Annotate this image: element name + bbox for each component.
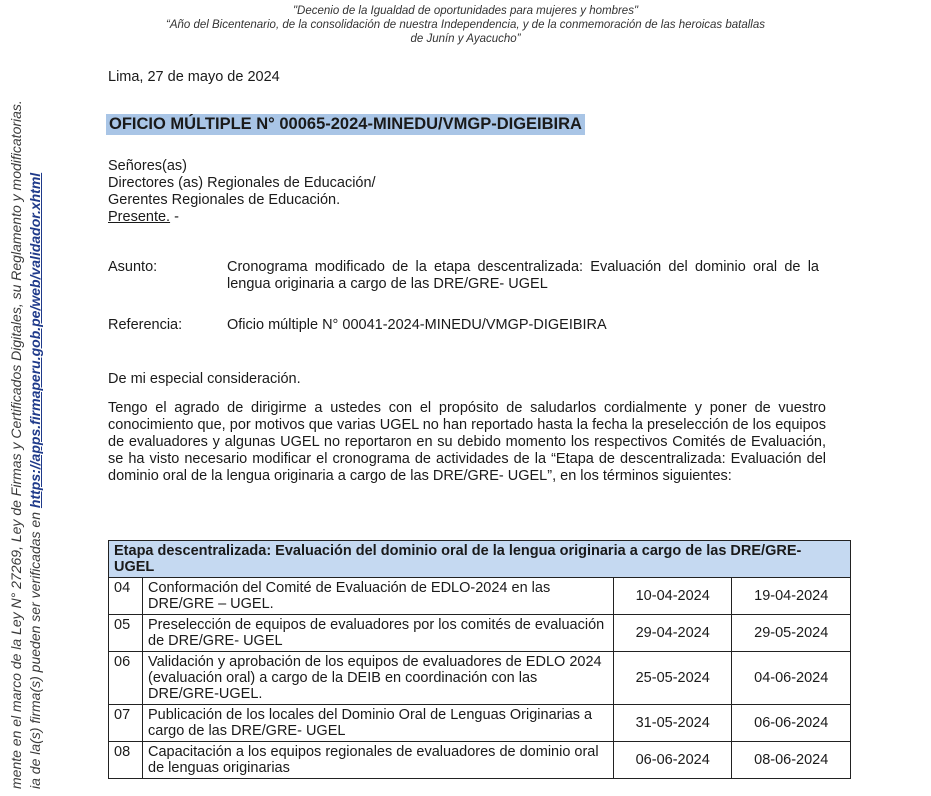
row-start-date: 29-04-2024 [613, 615, 732, 652]
signature-note-line-2 [26, 9, 45, 789]
greeting: De mi especial consideración. [108, 371, 301, 387]
row-end-date: 19-04-2024 [732, 578, 851, 615]
addressee-line-1: Señores(as) [108, 158, 187, 174]
row-number: 06 [109, 652, 143, 705]
asunto-text: Cronograma modificado de la etapa descentralizada: Evaluación del dominio oral de la lengua originaria a cargo de las DRE/GRE- UGEL [227, 259, 819, 292]
table-row [109, 742, 851, 779]
row-number: 08 [109, 742, 143, 779]
addressee-block [108, 158, 376, 226]
row-activity: Preselección de equipos de evaluadores por los comités de evaluación de DRE/GRE- UGEL [143, 615, 614, 652]
schedule-table [108, 540, 851, 779]
table-row [109, 578, 851, 615]
presente-dash: - [170, 209, 179, 225]
asunto-label: Asunto: [108, 259, 158, 275]
signature-validation-note [7, 9, 49, 789]
referencia-label: Referencia: [108, 317, 183, 333]
row-start-date: 06-06-2024 [613, 742, 732, 779]
row-activity: Conformación del Comité de Evaluación de EDLO-2024 en las DRE/GRE – UGEL. [143, 578, 614, 615]
presente-label: Presente. [108, 209, 171, 225]
validator-link[interactable]: https://apps.firmaperu.gob.pe/web/validador.xhtml [27, 172, 43, 509]
row-number: 07 [109, 705, 143, 742]
oficio-title: OFICIO MÚLTIPLE N° 00065-2024-MINEDU/VMGP-DIGEIBIRA [106, 114, 585, 135]
row-number: 05 [109, 615, 143, 652]
table-row [109, 615, 851, 652]
schedule-table-header [109, 541, 851, 578]
row-number: 04 [109, 578, 143, 615]
letter-header-mottos [0, 4, 931, 46]
row-end-date: 06-06-2024 [732, 705, 851, 742]
table-row [109, 705, 851, 742]
letter-date: Lima, 27 de mayo de 2024 [108, 69, 280, 85]
row-activity: Validación y aprobación de los equipos de evaluadores de EDLO 2024 (evaluación oral) a cargo de la DEIB en coordinación con las DRE/GRE-UGEL. [143, 652, 614, 705]
signature-note-prefix: ia de la(s) firma(s) pueden ser verificadas en [27, 508, 43, 789]
schedule-header-cell: Etapa descentralizada: Evaluación del dominio oral de la lengua originaria a cargo de las DRE/GRE- UGEL [109, 541, 851, 578]
row-activity: Capacitación a los equipos regionales de evaluadores de dominio oral de lenguas originarias [143, 742, 614, 779]
signature-note-line-1: mente en el marco de la Ley N° 27269, Ley de Firmas y Certificados Digitales, su Reglamento y modificatorias. [8, 100, 24, 789]
row-start-date: 25-05-2024 [613, 652, 732, 705]
row-activity: Publicación de los locales del Dominio Oral de Lenguas Originarias a cargo de las DRE/GRE- UGEL [143, 705, 614, 742]
row-end-date: 04-06-2024 [732, 652, 851, 705]
presente-line [108, 209, 376, 226]
addressee-line-2: Directores (as) Regionales de Educación/ [108, 175, 376, 191]
row-end-date: 08-06-2024 [732, 742, 851, 779]
decade-motto: "Decenio de la Igualdad de oportunidades para mujeres y hombres" [292, 5, 639, 17]
row-start-date: 31-05-2024 [613, 705, 732, 742]
year-motto-line-1: “Año del Bicentenario, de la consolidación de nuestra Independencia, y de la conmemoración de las heroicas batallas [165, 19, 766, 31]
year-motto-line-2: de Junín y Ayacucho” [410, 33, 521, 45]
table-row [109, 652, 851, 705]
row-start-date: 10-04-2024 [613, 578, 732, 615]
body-paragraph: Tengo el agrado de dirigirme a ustedes con el propósito de saludarlos cordialmente y poner de vuestro conocimiento que, por motivos que varias UGEL no han reportado hasta la fecha la preselección de los equipos de evaluadores y algunas UGEL no reportaron en su debido momento los respectivos Comités de Evaluación, se ha visto necesario modificar el cronograma de actividades de la “Etapa de descentralizada: Evaluación del dominio oral de la lengua originaria a cargo de las DRE/GRE- UGEL”, en los términos siguientes: [108, 400, 826, 484]
referencia-text: Oficio múltiple N° 00041-2024-MINEDU/VMGP-DIGEIBIRA [227, 317, 607, 333]
addressee-line-3: Gerentes Regionales de Educación. [108, 192, 341, 208]
row-end-date: 29-05-2024 [732, 615, 851, 652]
